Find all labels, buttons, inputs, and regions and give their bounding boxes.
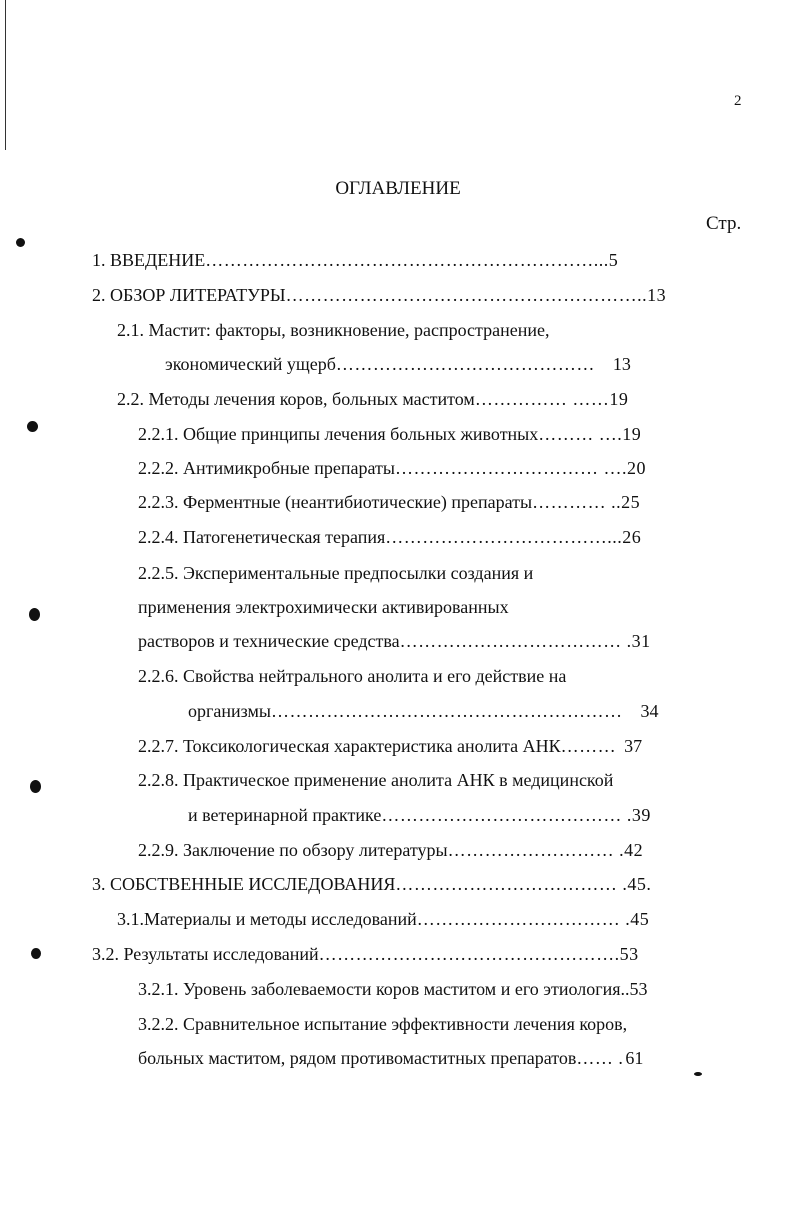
toc-entry-text: 2. ОБЗОР ЛИТЕРАТУРЫ: [92, 285, 286, 305]
toc-entry-review-conclusion: [138, 838, 692, 862]
toc-leader-dots: ………………………………...26: [385, 527, 642, 547]
scan-speck: [31, 948, 41, 959]
scan-speck: [30, 780, 41, 793]
toc-leader-dots: ……………………………… .45.: [395, 874, 652, 894]
toc-entry-comparative-test: [138, 1012, 692, 1036]
toc-page-number: 34: [640, 701, 659, 721]
toc-entry-text: 2.2.4. Патогенетическая терапия: [138, 527, 386, 547]
toc-entry-literature-review: [92, 283, 692, 307]
toc-entry-anolyte-properties-cont: [188, 699, 692, 723]
toc-entry-text: 3. СОБСТВЕННЫЕ ИССЛЕДОВАНИЯ: [92, 874, 396, 894]
page-number: 2: [734, 93, 742, 109]
scan-speck: [29, 608, 40, 621]
scan-speck: [694, 1072, 702, 1076]
toc-leader-dots: …………………………… .45: [416, 909, 650, 929]
toc-leader-dots: ……… ….19: [538, 424, 642, 444]
toc-entry-text: больных маститом, рядом противомаститных препаратов: [138, 1048, 577, 1068]
toc-leader-dots: ……………………… .42: [447, 840, 644, 860]
toc-entry-experimental-cont: [138, 595, 692, 619]
toc-entry-text: 1. ВВЕДЕНИЕ: [92, 250, 206, 270]
toc-page-number: 13: [612, 354, 631, 374]
toc-entry-enzyme: [138, 490, 692, 514]
toc-leader-dots: ………………………………………………………...5: [205, 250, 619, 270]
toc-leader-dots: …… .: [576, 1048, 624, 1068]
toc-entry-pathogenetic: [138, 525, 692, 549]
toc-entry-text: 2.2.8. Практическое применение анолита АНК в медицинской: [138, 770, 614, 790]
scan-margin-line: [5, 0, 6, 150]
page-column-label: Стр.: [706, 213, 742, 234]
toc-entry-text: организмы: [188, 701, 271, 721]
toc-entry-morbidity: [138, 977, 692, 1001]
toc-entry-mastitis-factors-cont: [165, 352, 665, 376]
toc-entry-experimental: [138, 561, 692, 585]
toc-entry-toxicology: [138, 734, 692, 758]
toc-leader-dots: …………………………… ….20: [395, 458, 647, 478]
toc-entry-text: 2.2.6. Свойства нейтрального анолита и его действие на: [138, 666, 567, 686]
toc-entry-text: 3.1.Материалы и методы исследований: [117, 909, 417, 929]
toc-entry-introduction: [92, 248, 692, 272]
toc-page-number: 37: [624, 736, 643, 756]
toc-entry-anolyte-properties: [138, 664, 692, 688]
toc-entry-antimicrobial: [138, 456, 692, 480]
toc-leader-dots: ………………………………… .39: [381, 805, 651, 825]
toc-leader-dots: ……………………………… .31: [399, 631, 651, 651]
toc-leader-dots: ………… ..25: [532, 492, 641, 512]
toc-entry-text: 2.2.1. Общие принципы лечения больных животных: [138, 424, 539, 444]
toc-entry-practical-use: [138, 768, 692, 792]
toc-entry-text: 3.2.2. Сравнительное испытание эффективности лечения коров,: [138, 1014, 628, 1034]
toc-entry-text: 3.2. Результаты исследований: [92, 944, 319, 964]
toc-leader-dots: ………………………………………….53: [318, 944, 639, 964]
toc-leader-dots: ………: [560, 736, 617, 756]
toc-entry-text: 2.1. Мастит: факторы, возникновение, распространение,: [117, 320, 550, 340]
toc-entry-text: 2.2.7. Токсикологическая характеристика анолита АНК: [138, 736, 561, 756]
toc-entry-practical-use-cont: [188, 803, 692, 827]
toc-entry-text: 2.2.9. Заключение по обзору литературы: [138, 840, 448, 860]
toc-entry-experimental-cont2: [138, 629, 692, 653]
toc-entry-text: и ветеринарной практике: [188, 805, 382, 825]
toc-entry-text: растворов и технические средства: [138, 631, 400, 651]
toc-entry-treatment-methods: [117, 387, 692, 411]
toc-entry-mastitis-factors: [117, 318, 677, 342]
toc-entry-materials-methods: [117, 907, 692, 931]
page-title: ОГЛАВЛЕНИЕ: [335, 178, 461, 199]
toc-leader-dots: ……………………………………: [335, 354, 595, 374]
toc-entry-text: 2.2.3. Ферментные (неантибиотические) препараты: [138, 492, 533, 512]
toc-leader-dots: …………… ……19: [474, 389, 629, 409]
toc-entry-comparative-test-cont: [138, 1046, 692, 1070]
toc-page-number: 61: [625, 1048, 644, 1068]
toc-entry-text: 2.2. Методы лечения коров, больных маститом: [117, 389, 475, 409]
toc-entry-text: применения электрохимически активированных: [138, 597, 509, 617]
toc-entry-text: 3.2.1. Уровень заболеваемости коров маститом и его этиология..53: [138, 979, 648, 999]
toc-entry-text: 2.2.5. Экспериментальные предпосылки создания и: [138, 563, 534, 583]
scan-speck: [16, 238, 25, 247]
toc-entry-general-principles: [138, 422, 692, 446]
toc-leader-dots: …………………………………………………..13: [285, 285, 667, 305]
toc-entry-text: экономический ущерб: [165, 354, 336, 374]
toc-leader-dots: …………………………………………………: [270, 701, 623, 721]
toc-entry-results: [92, 942, 692, 966]
toc-entry-text: 2.2.2. Антимикробные препараты: [138, 458, 396, 478]
toc-entry-own-research: [92, 872, 692, 896]
scan-speck: [27, 421, 38, 432]
